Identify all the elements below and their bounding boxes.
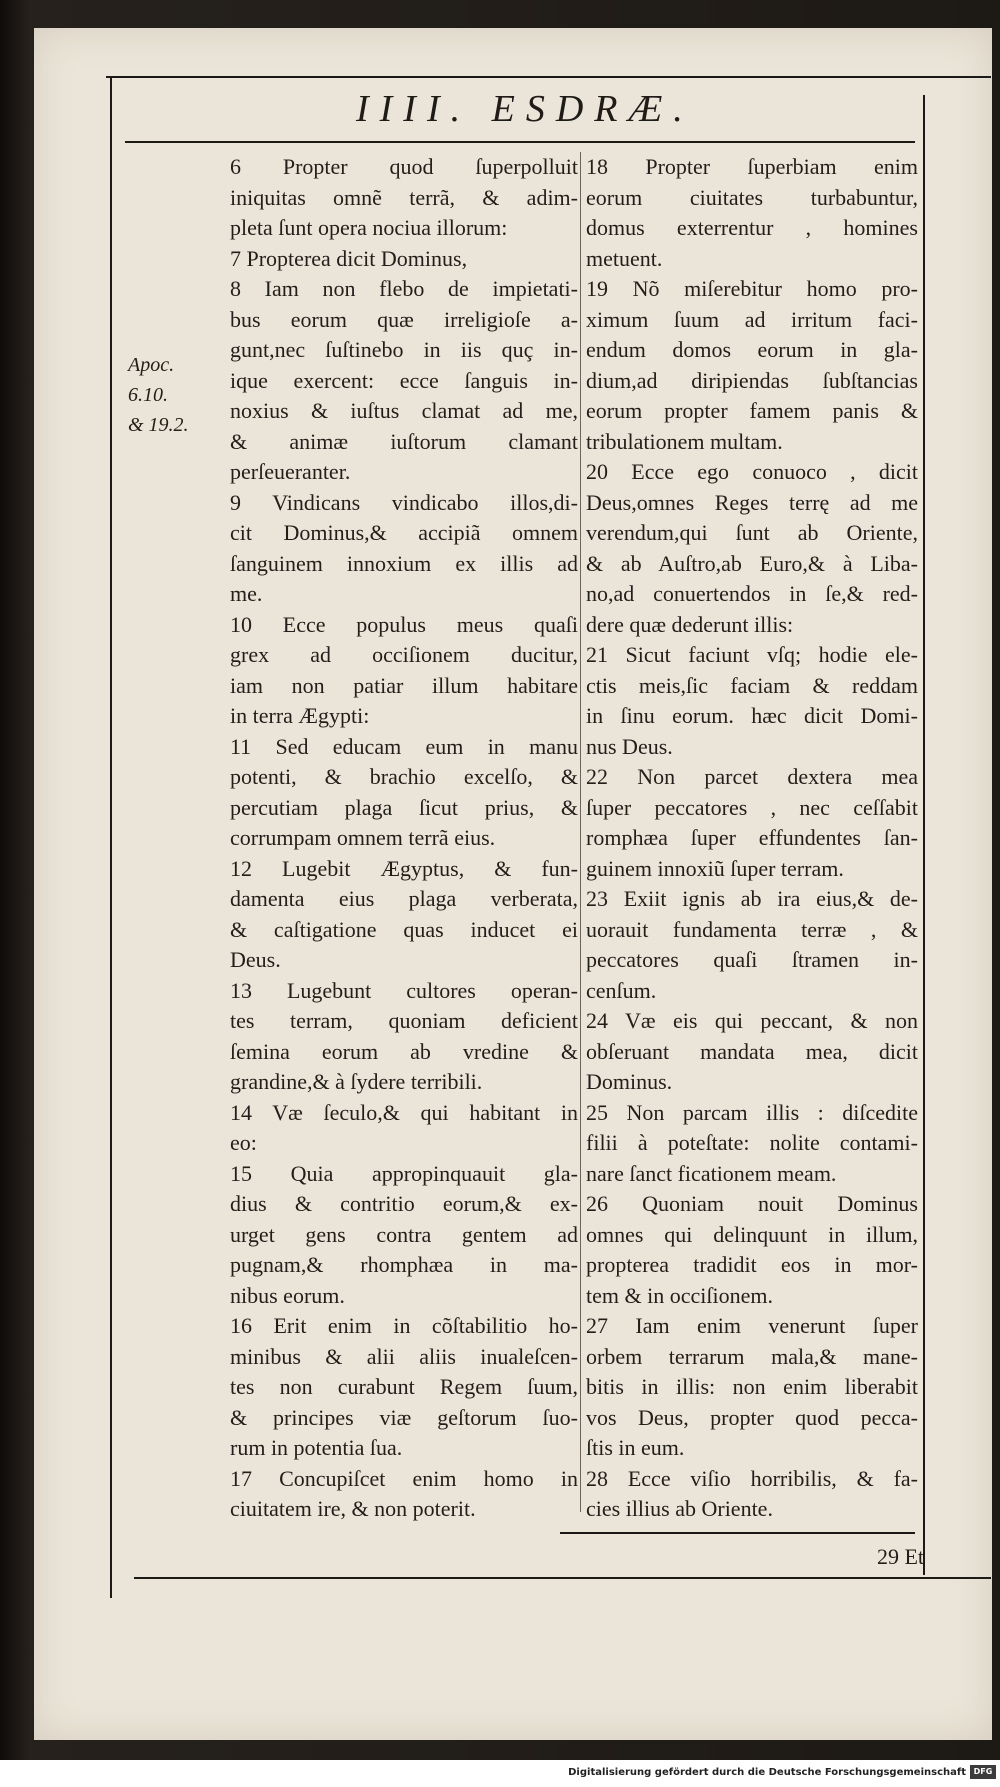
bottom-rule: [134, 1577, 991, 1579]
text-line: noxius & iuſtus clamat ad me,: [230, 398, 578, 423]
text-line: nare ſanct ficationem meam.: [586, 1160, 837, 1186]
text-line: corrumpam omnem terrã eius.: [230, 825, 496, 850]
text-line: cenſum.: [586, 977, 657, 1003]
text-line: 28 Ecce viſio horribilis, & fa-: [586, 1465, 918, 1491]
dfg-logo: DFG: [970, 1765, 996, 1779]
text-line: gunt,nec ſuſtinebo in iis quç in-: [230, 337, 578, 362]
text-line: 12 Lugebit Ægyptus, & fun-: [230, 855, 578, 881]
text-line: 17 Concupiſcet enim homo in: [230, 1465, 578, 1491]
margin-note: [128, 350, 218, 440]
top-rule: [106, 76, 991, 78]
text-line: ciuitatem ire, & non poterit.: [230, 1496, 476, 1521]
text-line: uorauit fundamenta terræ , &: [586, 916, 918, 942]
text-line: no,ad conuertendos in ſe,& red-: [586, 581, 918, 606]
margin-note-line: 6.10.: [128, 384, 168, 406]
text-line: propterea tradidit eos in mor-: [586, 1252, 918, 1277]
text-line: orbem terrarum mala,& mane-: [586, 1343, 918, 1369]
text-line: obſeruant mandata mea, dicit: [586, 1038, 918, 1064]
text-line: 15 Quia appropinquauit gla-: [230, 1160, 578, 1186]
text-line: 27 Iam enim venerunt ſuper: [586, 1313, 918, 1338]
text-line: domus exterrentur , homines: [586, 215, 918, 240]
text-line: guinem innoxiũ ſuper terram.: [586, 855, 844, 881]
text-line: perſeueranter.: [230, 459, 351, 484]
left-text-column: [230, 152, 578, 1525]
text-line: 7 Propterea dicit Dominus,: [230, 245, 468, 271]
text-line: vos Deus, propter quod pecca-: [586, 1404, 918, 1430]
left-frame-rule: [110, 78, 112, 1598]
text-line: bitis in illis: non enim liberabit: [586, 1374, 918, 1399]
text-line: tes non curabunt Regem ſuum,: [230, 1374, 578, 1399]
margin-note-line: Apoc.: [128, 354, 175, 376]
text-line: cit Dominus,& accipiã omnem: [230, 520, 578, 545]
text-line: eorum ciuitates turbabuntur,: [586, 184, 918, 210]
text-line: me.: [230, 581, 263, 606]
text-line: dere quæ dederunt illis:: [586, 611, 794, 637]
text-line: rum in potentia ſua.: [230, 1435, 403, 1460]
text-line: eo:: [230, 1130, 257, 1155]
text-line: in ſinu eorum. hæc dicit Domi-: [586, 703, 918, 728]
text-line: endum domos eorum in gla-: [586, 337, 918, 362]
text-line: & caſtigatione quas inducet ei: [230, 916, 578, 942]
text-line: tem & in occiſionem.: [586, 1282, 773, 1308]
text-line: tribulationem multam.: [586, 428, 783, 454]
text-line: dius & contritio eorum,& ex-: [230, 1191, 578, 1216]
column-end-rule: [560, 1532, 915, 1534]
text-line: romphæa ſuper effundentes ſan-: [586, 825, 918, 850]
text-line: Dominus.: [586, 1069, 673, 1094]
text-line: pleta ſunt opera nociua illorum:: [230, 215, 508, 240]
margin-note-line: & 19.2.: [128, 414, 189, 436]
text-line: ſemina eorum ab vredine &: [230, 1038, 578, 1064]
header-rule: [125, 141, 915, 143]
text-line: peccatores quaſi ſtramen in-: [586, 947, 918, 972]
text-line: 25 Non parcam illis : diſcedite: [586, 1099, 918, 1125]
text-line: damenta eius plaga verberata,: [230, 886, 578, 911]
text-line: 9 Vindicans vindicabo illos,di-: [230, 489, 578, 515]
text-line: percutiam plaga ſicut prius, &: [230, 794, 578, 820]
text-line: ſanguinem innoxium ex illis ad: [230, 550, 578, 576]
text-line: grex ad occiſionem ducitur,: [230, 642, 578, 667]
text-line: eorum propter famem panis &: [586, 398, 918, 423]
text-line: metuent.: [586, 245, 663, 271]
text-line: 14 Væ ſeculo,& qui habitant in: [230, 1099, 578, 1125]
right-text-column: [586, 152, 918, 1525]
right-frame-rule: [923, 95, 925, 1575]
digitization-credit: Digitalisierung gefördert durch die Deutsche Forschungsgemeinschaft: [568, 1767, 966, 1778]
column-divider: [580, 152, 581, 1512]
text-line: 21 Sicut faciunt vſq; hodie ele-: [586, 642, 918, 667]
text-line: ximum ſuum ad irritum faci-: [586, 306, 918, 332]
text-line: urget gens contra gentem ad: [230, 1221, 578, 1247]
text-line: 10 Ecce populus meus quaſi: [230, 611, 578, 637]
text-line: in terra Ægypti:: [230, 703, 370, 728]
text-line: dium,ad diripiendas ſubſtancias: [586, 367, 918, 393]
text-line: 23 Exiit ignis ab ira eius,& de-: [586, 886, 918, 911]
text-line: omnes qui delinquunt in illum,: [586, 1221, 918, 1247]
text-line: iniquitas omnẽ terrã, & adim-: [230, 184, 578, 210]
text-line: grandine,& à ſydere terribili.: [230, 1069, 483, 1094]
text-line: 8 Iam non flebo de impietati-: [230, 276, 578, 301]
text-line: potenti, & brachio excelſo, &: [230, 764, 578, 789]
text-line: minibus & alii aliis inualeſcen-: [230, 1343, 578, 1369]
text-line: 11 Sed educam eum in manu: [230, 733, 578, 759]
text-line: 24 Væ eis qui peccant, & non: [586, 1008, 918, 1033]
running-head: IIII. ESDRÆ.: [356, 88, 694, 130]
text-line: Deus.: [230, 947, 281, 972]
text-line: 26 Quoniam nouit Dominus: [586, 1191, 918, 1216]
text-line: 20 Ecce ego conuoco , dicit: [586, 459, 918, 484]
text-line: & ab Auſtro,ab Euro,& à Liba-: [586, 550, 918, 576]
text-line: tes terram, quoniam deficient: [230, 1008, 578, 1033]
text-line: & principes viæ geſtorum ſuo-: [230, 1404, 578, 1430]
text-line: 19 Nõ miſerebitur homo pro-: [586, 276, 918, 301]
text-line: cies illius ab Oriente.: [586, 1496, 773, 1521]
text-line: nibus eorum.: [230, 1282, 345, 1308]
text-line: 16 Erit enim in cõſtabilitio ho-: [230, 1313, 578, 1338]
text-line: pugnam,& rhomphæa in ma-: [230, 1252, 578, 1277]
text-line: 13 Lugebunt cultores operan-: [230, 977, 578, 1003]
text-line: ique exercent: ecce ſanguis in-: [230, 367, 578, 393]
text-line: filii à poteſtate: nolite contami-: [586, 1130, 918, 1155]
text-line: & animæ iuſtorum clamant: [230, 428, 578, 454]
text-line: Deus,omnes Reges terrę ad me: [586, 489, 918, 515]
catchword: 29 Et: [876, 1544, 924, 1569]
text-line: iam non patiar illum habitare: [230, 672, 578, 698]
text-line: ctis meis,ſic faciam & reddam: [586, 672, 918, 698]
text-line: ſuper peccatores , nec ceſſabit: [586, 794, 918, 820]
text-line: 6 Propter quod ſuperpolluit: [230, 154, 578, 179]
text-line: nus Deus.: [586, 733, 673, 759]
text-line: verendum,qui ſunt ab Oriente,: [586, 520, 918, 545]
text-line: bus eorum quæ irreligioſe a-: [230, 306, 578, 332]
text-line: ſtis in eum.: [586, 1435, 685, 1460]
text-line: 18 Propter ſuperbiam enim: [586, 154, 918, 179]
text-line: 22 Non parcet dextera mea: [586, 764, 918, 789]
